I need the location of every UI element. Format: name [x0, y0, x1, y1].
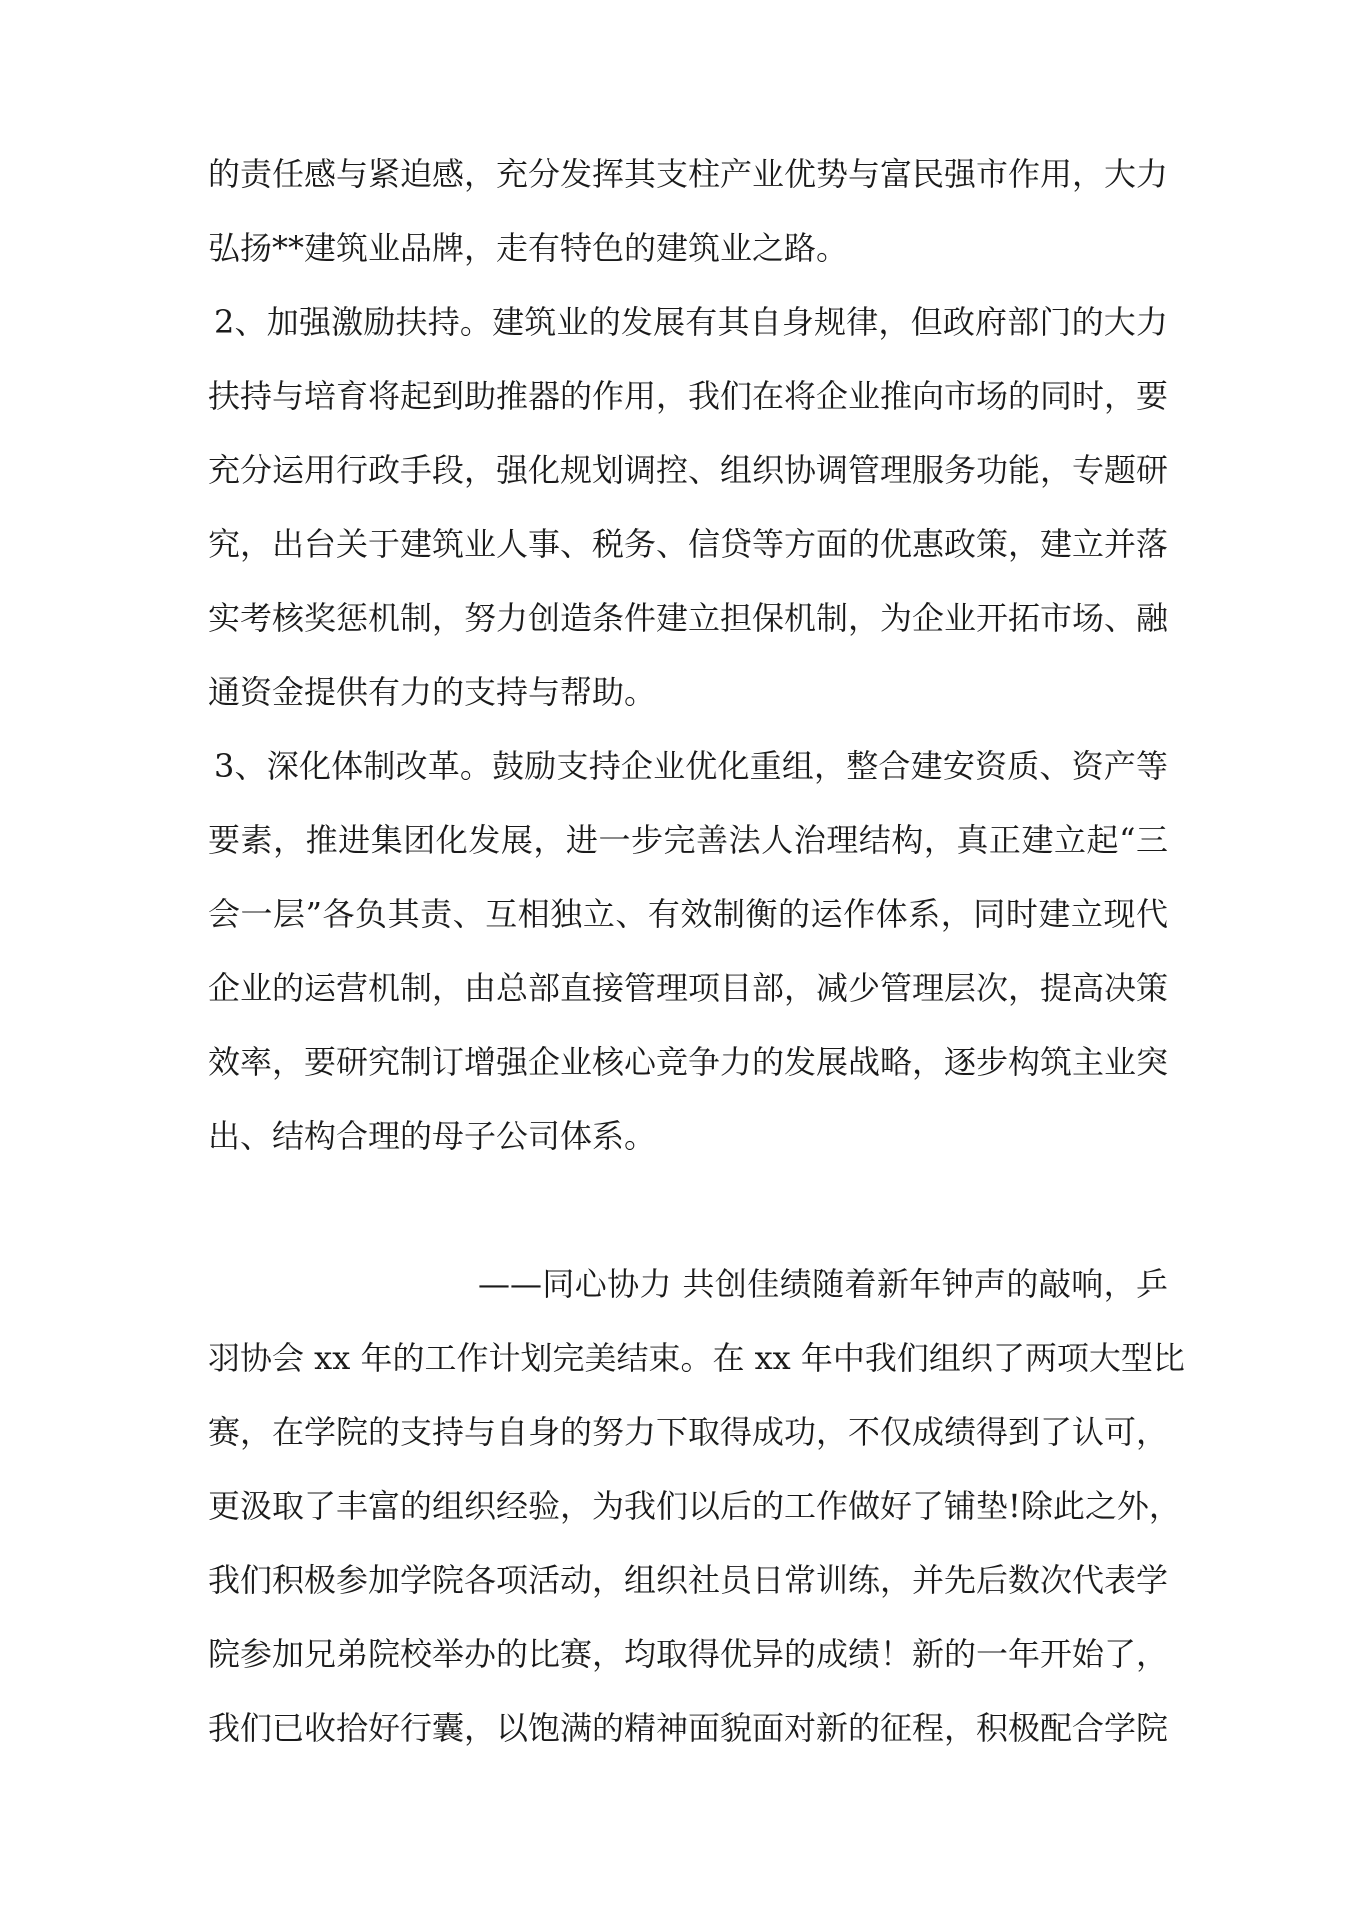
- paragraph-line: 我们已收拾好行囊，以饱满的精神面貌面对新的征程，积极配合学院: [208, 1709, 1169, 1747]
- paragraph-line: 出、结构合理的母子公司体系。: [208, 1117, 657, 1155]
- paragraph-line: 会一层”各负其责、互相独立、有效制衡的运作体系，同时建立现代: [208, 895, 1168, 933]
- paragraph-line: 效率，要研究制订增强企业核心竞争力的发展战略，逐步构筑主业突: [208, 1043, 1169, 1081]
- paragraph-line: 要素，推进集团化发展，进一步完善法人治理结构，真正建立起“三: [208, 821, 1168, 859]
- paragraph-line: 更汲取了丰富的组织经验，为我们以后的工作做好了铺垫!除此之外，: [208, 1487, 1181, 1525]
- paragraph-line: 充分运用行政手段，强化规划调控、组织协调管理服务功能，专题研: [208, 451, 1169, 489]
- paragraph-line: 羽协会 xx 年的工作计划完美结束。在 xx 年中我们组织了两项大型比: [208, 1339, 1185, 1377]
- paragraph-line: 3、深化体制改革。鼓励支持企业优化重组，整合建安资质、资产等: [214, 747, 1168, 785]
- paragraph-line: 的责任感与紧迫感，充分发挥其支柱产业优势与富民强市作用，大力: [208, 155, 1169, 193]
- paragraph-line: 究，出台关于建筑业人事、税务、信贷等方面的优惠政策，建立并落: [208, 525, 1169, 563]
- paragraph-line: 我们积极参加学院各项活动，组织社员日常训练，并先后数次代表学: [208, 1561, 1169, 1599]
- paragraph-line: 企业的运营机制，由总部直接管理项目部，减少管理层次，提高决策: [208, 969, 1169, 1007]
- paragraph-line: 2、加强激励扶持。建筑业的发展有其自身规律，但政府部门的大力: [214, 303, 1168, 341]
- paragraph-line: 赛，在学院的支持与自身的努力下取得成功，不仅成绩得到了认可，: [208, 1413, 1169, 1451]
- paragraph-line: 通资金提供有力的支持与帮助。: [208, 673, 657, 711]
- paragraph-line: 弘扬**建筑业品牌，走有特色的建筑业之路。: [208, 229, 849, 267]
- paragraph-line: 院参加兄弟院校举办的比赛，均取得优异的成绩！新的一年开始了，: [208, 1635, 1169, 1673]
- paragraph-line: 实考核奖惩机制，努力创造条件建立担保机制，为企业开拓市场、融: [208, 599, 1169, 637]
- paragraph-line: ——同心协力 共创佳绩随着新年钟声的敲响，乒: [478, 1265, 1168, 1303]
- paragraph-line: 扶持与培育将起到助推器的作用，我们在将企业推向市场的同时，要: [208, 377, 1169, 415]
